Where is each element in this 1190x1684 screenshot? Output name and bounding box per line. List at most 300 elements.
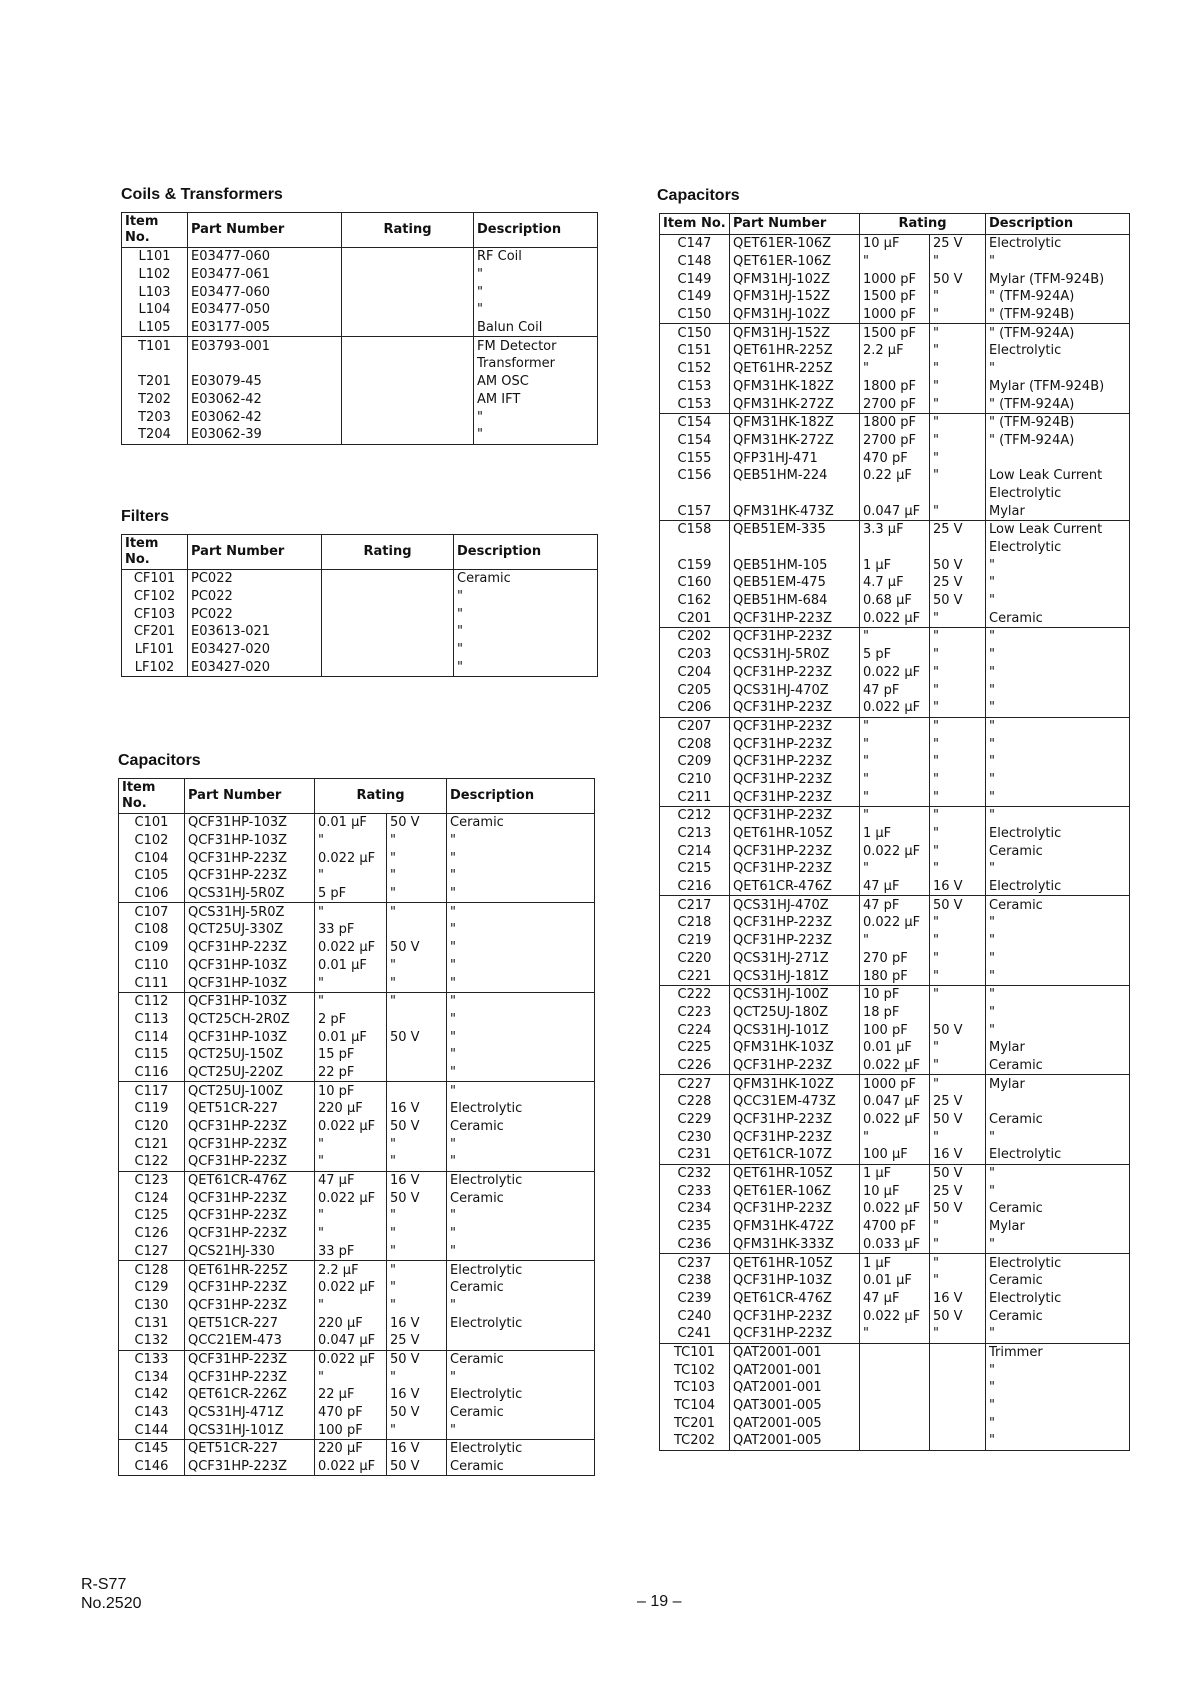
cell-r1: 47 µF (860, 878, 930, 896)
cell-desc: Balun Coil (474, 319, 598, 337)
table-row (660, 502, 1130, 520)
cell-item: C239 (660, 1290, 730, 1308)
cell-item: C160 (660, 574, 730, 592)
cell-r2: " (387, 1297, 447, 1315)
table-row (119, 1118, 595, 1136)
cell-desc: " (986, 664, 1130, 682)
cell-desc: Mylar (986, 1218, 1130, 1236)
cell-r2: " (930, 717, 986, 735)
cell-desc: " (986, 592, 1130, 610)
cell-item: C220 (660, 950, 730, 968)
table-row (119, 1368, 595, 1386)
cell-part: QCS31HJ-471Z (185, 1404, 315, 1422)
cell-desc: Ceramic (986, 1057, 1130, 1075)
cell-part: QCF31HP-223Z (185, 867, 315, 885)
cell-item: C144 (119, 1421, 185, 1439)
cell-desc: Ceramic (447, 1404, 595, 1422)
cell-desc: " (986, 1432, 1130, 1450)
cell-part: QAT3001-005 (730, 1397, 860, 1415)
cell-part: QCF31HP-223Z (185, 1225, 315, 1243)
cell-part: QCF31HP-223Z (185, 1189, 315, 1207)
table-row (119, 1082, 595, 1100)
capacitors-left-title: Capacitors (118, 752, 201, 769)
table-row (660, 1218, 1130, 1236)
table-row (660, 592, 1130, 610)
cell-part: QCF31HP-223Z (730, 1111, 860, 1129)
cell-r1: " (315, 992, 387, 1010)
cell-desc: Mylar (TFM-924B) (986, 378, 1130, 396)
cell-r2: 16 V (930, 1146, 986, 1164)
cell-desc: " (986, 967, 1130, 985)
cell-part: QET51CR-227 (185, 1100, 315, 1118)
header-item-no: Item No. (122, 213, 188, 248)
cell-item: C110 (119, 957, 185, 975)
cell-desc: " (447, 1011, 595, 1029)
cell-item: C238 (660, 1272, 730, 1290)
table-row (122, 283, 598, 301)
cell-r1: 22 pF (315, 1064, 387, 1082)
cell-item: C221 (660, 967, 730, 985)
cell-r1: 0.047 µF (315, 1332, 387, 1350)
table-row (660, 609, 1130, 627)
cell-r1: 5 pF (860, 646, 930, 664)
cell-desc: " (447, 1207, 595, 1225)
cell-r1: 4.7 µF (860, 574, 930, 592)
cell-item: C105 (119, 867, 185, 885)
cell-r2: 50 V (387, 814, 447, 832)
cell-r1: 1500 pF (860, 288, 930, 306)
header-rating: Rating (315, 779, 447, 814)
cell-r1: 0.022 µF (860, 609, 930, 627)
cell-desc: " (447, 921, 595, 939)
table-row (119, 1350, 595, 1368)
cell-item: C122 (119, 1153, 185, 1171)
cell-part: QCF31HP-223Z (730, 842, 860, 860)
cell-desc: " (447, 1297, 595, 1315)
cell-desc: " (986, 628, 1130, 646)
model-label (81, 1575, 142, 1613)
cell-part (730, 539, 860, 557)
cell-r1: 470 pF (860, 449, 930, 467)
cell-desc: Mylar (TFM-924B) (986, 270, 1130, 288)
cell-item: C107 (119, 903, 185, 921)
table-row (660, 967, 1130, 985)
cell-r2: " (930, 288, 986, 306)
cell-part: QFM31HK-473Z (730, 502, 860, 520)
cell-r2: " (930, 1236, 986, 1254)
cell-part: QCF31HP-223Z (730, 609, 860, 627)
cell-part: QCT25UJ-100Z (185, 1082, 315, 1100)
cell-r2: " (930, 1272, 986, 1290)
cell-item: L105 (122, 319, 188, 337)
page-number: – 19 – (637, 1593, 682, 1610)
cell-part: E03427-020 (188, 641, 322, 659)
table-row (119, 832, 595, 850)
cell-r2 (387, 1064, 447, 1082)
cell-item: CF101 (122, 570, 188, 588)
table-row (122, 623, 598, 641)
cell-item: C149 (660, 270, 730, 288)
cell-part: QFM31HK-272Z (730, 395, 860, 413)
cell-item: L102 (122, 266, 188, 284)
cell-desc: Low Leak Current (986, 521, 1130, 539)
table-row (660, 628, 1130, 646)
cell-item: T204 (122, 426, 188, 444)
table-row (660, 1039, 1130, 1057)
cell-r2: " (387, 885, 447, 903)
table-row (660, 413, 1130, 431)
table-row (119, 1011, 595, 1029)
cell-r2: " (930, 860, 986, 878)
cell-r1 (860, 539, 930, 557)
cell-rating (322, 623, 454, 641)
cell-item: C150 (660, 306, 730, 324)
cell-r2: 50 V (387, 1189, 447, 1207)
cell-r1: " (315, 1368, 387, 1386)
cell-part: QET61HR-105Z (730, 1254, 860, 1272)
cell-part: QCF31HP-223Z (730, 735, 860, 753)
cell-r1: 0.047 µF (860, 1093, 930, 1111)
cell-part: QCF31HP-223Z (730, 664, 860, 682)
cell-part: QCF31HP-223Z (185, 1135, 315, 1153)
cell-rating (342, 373, 474, 391)
cell-desc: " (986, 788, 1130, 806)
cell-r2 (930, 1004, 986, 1022)
coils-title: Coils & Transformers (121, 186, 283, 203)
cell-item: C208 (660, 735, 730, 753)
cell-item: C209 (660, 753, 730, 771)
cell-item: C101 (119, 814, 185, 832)
cell-r1 (860, 1397, 930, 1415)
cell-r2: " (930, 378, 986, 396)
table-row (660, 1075, 1130, 1093)
cell-r2: 50 V (387, 1350, 447, 1368)
table-row (122, 319, 598, 337)
cell-r2: " (930, 646, 986, 664)
cell-item: C152 (660, 360, 730, 378)
cell-desc: " (986, 914, 1130, 932)
table-row (660, 378, 1130, 396)
cell-r1: 1000 pF (860, 1075, 930, 1093)
cell-part: E03177-005 (188, 319, 342, 337)
cell-item: LF102 (122, 658, 188, 676)
table-row (660, 1182, 1130, 1200)
cell-r1: 0.022 µF (860, 842, 930, 860)
cell-item: T101 (122, 337, 188, 355)
table-row (122, 301, 598, 319)
cell-r1: 10 pF (860, 985, 930, 1003)
cell-part: QET61HR-105Z (730, 825, 860, 843)
cell-part: QET61CR-226Z (185, 1386, 315, 1404)
table-row (660, 914, 1130, 932)
cell-desc: Electrolytic (986, 1290, 1130, 1308)
cell-desc: " (986, 681, 1130, 699)
cell-item: C218 (660, 914, 730, 932)
cell-r2: " (930, 1128, 986, 1146)
cell-item: C149 (660, 288, 730, 306)
cell-part: QCF31HP-223Z (185, 1368, 315, 1386)
cell-part: QCF31HP-103Z (185, 1028, 315, 1046)
cell-r1: 1 µF (860, 1164, 930, 1182)
table-row (660, 1146, 1130, 1164)
cell-part: QET61HR-225Z (730, 360, 860, 378)
cell-r1: " (860, 735, 930, 753)
cell-item: C121 (119, 1135, 185, 1153)
cell-r1: 100 µF (860, 1146, 930, 1164)
cell-r2: 50 V (930, 1200, 986, 1218)
table-row (119, 903, 595, 921)
header-item-no: Item No. (122, 535, 188, 570)
cell-item: C157 (660, 502, 730, 520)
table-row (119, 1189, 595, 1207)
cell-item: C214 (660, 842, 730, 860)
cell-desc: " (986, 735, 1130, 753)
cell-desc: " (447, 1243, 595, 1261)
cell-part: QCF31HP-223Z (730, 1057, 860, 1075)
cell-desc: Trimmer (986, 1343, 1130, 1361)
cell-r2: " (387, 903, 447, 921)
cell-r2: " (387, 1243, 447, 1261)
cell-r2: " (930, 699, 986, 717)
cell-r1: " (315, 1225, 387, 1243)
cell-r2: " (387, 832, 447, 850)
cell-rating (342, 248, 474, 266)
cell-item: CF103 (122, 605, 188, 623)
cell-desc: Ceramic (447, 1350, 595, 1368)
cell-r2 (930, 485, 986, 503)
cell-part: QCF31HP-223Z (730, 1128, 860, 1146)
cell-desc: " (TFM-924A) (986, 288, 1130, 306)
cell-desc: Ceramic (447, 1189, 595, 1207)
cell-desc: " (986, 717, 1130, 735)
cell-item: TC101 (660, 1343, 730, 1361)
table-row (119, 1046, 595, 1064)
cell-part: QCF31HP-223Z (730, 753, 860, 771)
cell-r1 (860, 1361, 930, 1379)
cell-desc: Electrolytic (447, 1100, 595, 1118)
table-row (660, 1254, 1130, 1272)
cell-r1: 0.022 µF (315, 1118, 387, 1136)
cell-desc: " (986, 1397, 1130, 1415)
cell-desc: Ceramic (986, 609, 1130, 627)
cell-part: QCF31HP-223Z (730, 788, 860, 806)
cell-desc: Electrolytic (986, 485, 1130, 503)
cell-item: C231 (660, 1146, 730, 1164)
cell-r2 (930, 1361, 986, 1379)
cell-r1: 1000 pF (860, 306, 930, 324)
cell-r1: 22 µF (315, 1386, 387, 1404)
cell-desc: Electrolytic (986, 342, 1130, 360)
cell-r2: 16 V (387, 1386, 447, 1404)
cell-desc: Ceramic (447, 1279, 595, 1297)
header-description: Description (454, 535, 598, 570)
cell-item: T202 (122, 391, 188, 409)
cell-r1: " (860, 1128, 930, 1146)
cell-desc: " (986, 360, 1130, 378)
cell-part: QAT2001-001 (730, 1361, 860, 1379)
cell-r1: " (315, 867, 387, 885)
cell-r1: 1800 pF (860, 413, 930, 431)
cell-part: QCF31HP-223Z (185, 1207, 315, 1225)
cell-item: C129 (119, 1279, 185, 1297)
cell-item: C106 (119, 885, 185, 903)
cell-desc: " (986, 574, 1130, 592)
cell-desc: " (986, 753, 1130, 771)
cell-item: C153 (660, 395, 730, 413)
cell-part: QCF31HP-103Z (185, 992, 315, 1010)
cell-r2: " (930, 467, 986, 485)
cell-desc: " (986, 860, 1130, 878)
cell-desc: " (TFM-924B) (986, 306, 1130, 324)
cell-item: T203 (122, 408, 188, 426)
table-row (660, 825, 1130, 843)
table-row (119, 1171, 595, 1189)
capacitors-right-table (659, 213, 1130, 1451)
cell-r2: 50 V (387, 1028, 447, 1046)
cell-r2: " (930, 502, 986, 520)
cell-part: E03427-020 (188, 658, 322, 676)
table-row (119, 1314, 595, 1332)
cell-r2: " (930, 735, 986, 753)
cell-part: QFM31HK-472Z (730, 1218, 860, 1236)
table-row (660, 1200, 1130, 1218)
table-row (119, 1458, 595, 1476)
table-row (660, 395, 1130, 413)
cell-part: E03062-39 (188, 426, 342, 444)
cell-rating (342, 301, 474, 319)
cell-r1: 10 pF (315, 1082, 387, 1100)
table-row (122, 588, 598, 606)
cell-r2: " (930, 967, 986, 985)
table-row (660, 1343, 1130, 1361)
cell-part: QAT2001-005 (730, 1432, 860, 1450)
table-row (119, 974, 595, 992)
cell-desc: " (986, 771, 1130, 789)
table-row (122, 337, 598, 355)
cell-part: QCS31HJ-470Z (730, 681, 860, 699)
cell-r1: " (860, 788, 930, 806)
cell-desc: Ceramic (986, 1272, 1130, 1290)
cell-part (730, 485, 860, 503)
cell-r2: 25 V (930, 521, 986, 539)
table-row (660, 932, 1130, 950)
cell-part: QCF31HP-223Z (185, 1153, 315, 1171)
cell-r2: " (930, 1075, 986, 1093)
cell-desc: AM OSC (474, 373, 598, 391)
cell-r2: " (930, 664, 986, 682)
cell-r1: 0.01 µF (860, 1272, 930, 1290)
cell-item: C202 (660, 628, 730, 646)
table-row (122, 658, 598, 676)
cell-part: E03079-45 (188, 373, 342, 391)
cell-item: C211 (660, 788, 730, 806)
cell-item: C241 (660, 1325, 730, 1343)
cell-r2: " (930, 609, 986, 627)
table-row (660, 1164, 1130, 1182)
table-row (119, 1028, 595, 1046)
cell-item: L101 (122, 248, 188, 266)
cell-rating (342, 337, 474, 355)
header-rating: Rating (860, 214, 986, 235)
table-row (119, 1243, 595, 1261)
cell-r1: 3.3 µF (860, 521, 930, 539)
table-row (660, 842, 1130, 860)
table-row (119, 1404, 595, 1422)
cell-r2: " (387, 1225, 447, 1243)
cell-r2: 16 V (387, 1314, 447, 1332)
cell-r2: " (387, 1135, 447, 1153)
cell-desc: " (986, 1182, 1130, 1200)
cell-part: QET61ER-106Z (730, 253, 860, 271)
cell-desc: " (447, 1082, 595, 1100)
cell-part: QFM31HK-272Z (730, 432, 860, 450)
cell-r2: 25 V (930, 1093, 986, 1111)
cell-r1: 0.022 µF (315, 1350, 387, 1368)
cell-part: QFM31HJ-152Z (730, 324, 860, 342)
cell-item: C225 (660, 1039, 730, 1057)
cell-desc: Transformer (474, 355, 598, 373)
table-row (660, 1432, 1130, 1450)
table-row (660, 646, 1130, 664)
cell-r2: 50 V (930, 270, 986, 288)
cell-part: QCF31HP-223Z (185, 849, 315, 867)
cell-r1: 0.68 µF (860, 592, 930, 610)
table-row (119, 1332, 595, 1350)
cell-r1: 10 µF (860, 1182, 930, 1200)
cell-item: C233 (660, 1182, 730, 1200)
table-row (660, 950, 1130, 968)
table-row (660, 1414, 1130, 1432)
cell-r2: " (930, 985, 986, 1003)
cell-item: C143 (119, 1404, 185, 1422)
cell-r1: 470 pF (315, 1404, 387, 1422)
cell-item: C222 (660, 985, 730, 1003)
cell-desc: " (454, 605, 598, 623)
cell-desc: " (986, 932, 1130, 950)
cell-desc: " (986, 253, 1130, 271)
table-row (660, 449, 1130, 467)
table-row (660, 1021, 1130, 1039)
cell-item: C151 (660, 342, 730, 360)
cell-item: TC102 (660, 1361, 730, 1379)
cell-r2: " (387, 992, 447, 1010)
cell-r1: 0.022 µF (860, 1111, 930, 1129)
cell-part: QCF31HP-223Z (185, 1118, 315, 1136)
cell-r2: " (930, 360, 986, 378)
cell-r2: " (930, 253, 986, 271)
cell-r2: " (930, 1325, 986, 1343)
cell-item: C216 (660, 878, 730, 896)
cell-desc: " (474, 408, 598, 426)
table-row (119, 867, 595, 885)
cell-part: QEB51HM-224 (730, 467, 860, 485)
cell-r1: 1 µF (860, 1254, 930, 1272)
cell-desc: " (TFM-924A) (986, 324, 1130, 342)
cell-rating (342, 319, 474, 337)
cell-r1: " (860, 360, 930, 378)
cell-desc: " (447, 1421, 595, 1439)
cell-r1: 0.022 µF (860, 914, 930, 932)
table-row (660, 1272, 1130, 1290)
cell-item: T201 (122, 373, 188, 391)
cell-r2 (387, 921, 447, 939)
cell-part: PC022 (188, 605, 322, 623)
cell-r2 (387, 1011, 447, 1029)
cell-part: QCF31HP-223Z (185, 1297, 315, 1315)
cell-r2: " (930, 932, 986, 950)
table-row (660, 432, 1130, 450)
cell-desc: Electrolytic (447, 1261, 595, 1279)
